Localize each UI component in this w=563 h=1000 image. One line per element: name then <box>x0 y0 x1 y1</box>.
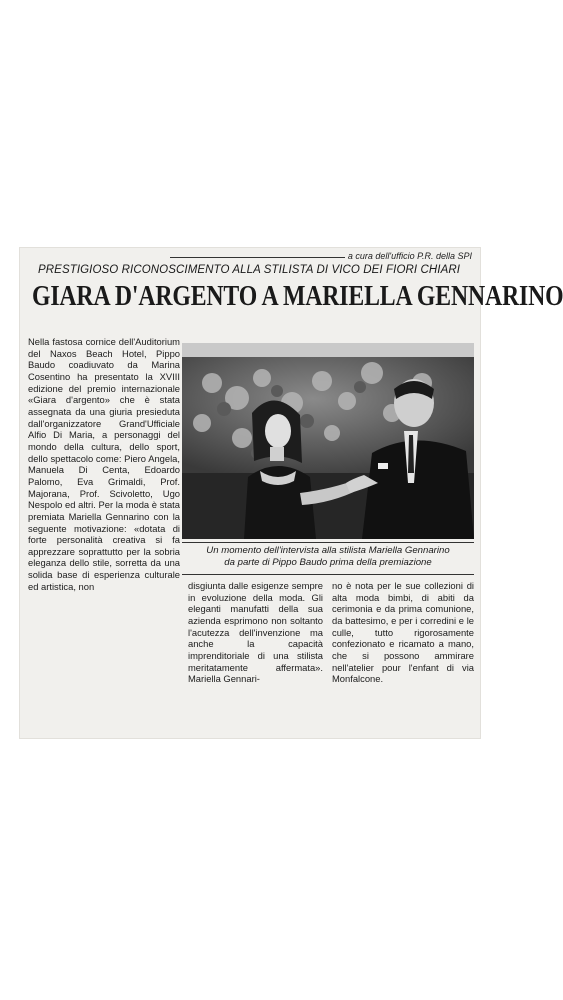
body-column-2: disgiunta dalle esigenze sempre in evoluzione della moda. Gli eleganti manufatti della sua azienda esprimono non soltanto l'acutezza dell'invenzione ma anche la capacità imprenditoriale di una stilista meritatamente affermata». Mariella Gennari- <box>188 580 323 685</box>
caption-line-2: da parte di Pippo Baudo prima della premiazione <box>224 557 432 568</box>
caption-line-1: Un momento dell'intervista alla stilista Mariella Gennarino <box>206 545 450 556</box>
caption-rule-top <box>182 542 474 543</box>
photo <box>182 343 474 539</box>
photo-illustration <box>182 343 474 539</box>
credit-rule <box>170 257 345 258</box>
caption-rule-bottom <box>182 574 474 575</box>
newspaper-clipping <box>20 248 563 738</box>
credit-line: a cura dell'ufficio P.R. della SPI <box>347 251 472 261</box>
body-column-1: Nella fastosa cornice dell'Auditorium del Naxos Beach Hotel, Pippo Baudo coadiuvato da Marina Cosentino ha presentato la XVIII edizione del premio internazionale «Giara d'argento» che è stata assegnata da una giuria presieduta dall'organizzatore Grand'Ufficiale Alfio Di Maria, a personaggi del mondo della cultura, dello sport, dello spettacolo come: Piero Angela, Manuela Di Centa, Edoardo Palomo, Eva Grimaldi, Prof. Majorana, Prof. Scivoletto, Ugo Nespolo ed altri. Per la moda è stata premiata Mariella Gennarino con la seguente motivazione: «dotata di forte personalità creativa si fa apprezzare soprattutto per la sobria eleganza dello stile, sorretta da una solida base di esperienza culturale ed artistica, non <box>28 336 180 592</box>
headline: GIARA D'ARGENTO A MARIELLA GENNARINO <box>32 280 563 312</box>
body-column-3: no è nota per le sue collezioni di alta moda bimbi, di abiti da cerimonia e da prima comunione, da battesimo, e per i corredini e le culle, tutto rigorosamente confezionato e ricamato a mano, che si possono ammirare nell'atelier pour l'enfant di via Monfalcone. <box>332 580 474 685</box>
kicker: PRESTIGIOSO RICONOSCIMENTO ALLA STILISTA DI VICO DEI FIORI CHIARI <box>38 264 461 276</box>
photo-caption <box>182 545 474 569</box>
